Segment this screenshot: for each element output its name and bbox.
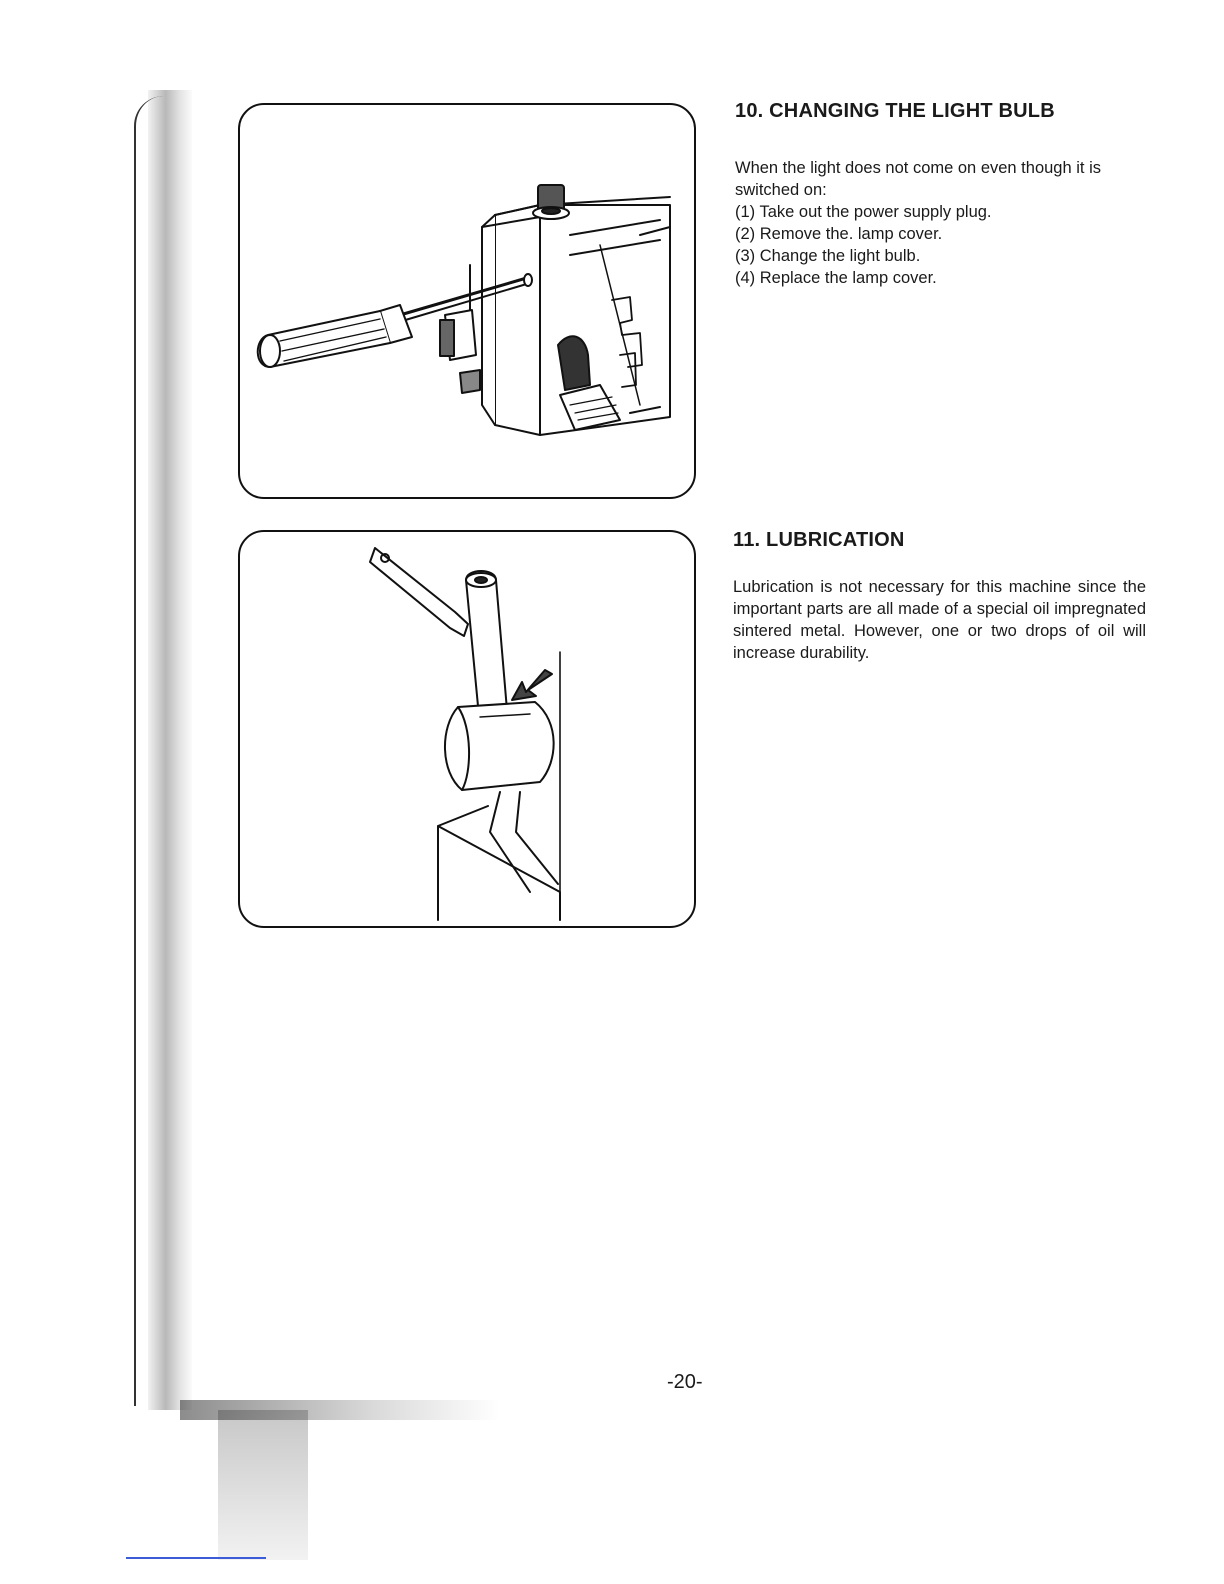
scan-tab-shadow (218, 1410, 308, 1560)
step-item: (4) Replace the lamp cover. (735, 269, 937, 287)
step-item: (1) Take out the power supply plug. (735, 203, 992, 221)
binding-edge (134, 96, 176, 1406)
screwdriver-lamp-cover-illustration-icon (240, 105, 694, 497)
section-intro: When the light does not come on even though it is switched on: (735, 159, 1101, 199)
step-item: (2) Remove the. lamp cover. (735, 225, 943, 243)
steps-list (735, 201, 1155, 289)
figure-changing-light-bulb (238, 103, 696, 499)
section-heading-lubrication: 11. LUBRICATION (733, 529, 905, 551)
figure-lubrication (238, 530, 696, 928)
lubrication-body: Lubrication is not necessary for this machine since the important parts are all made of a special oil impregnated sintered metal. However, one or two drops of oil will increase durability. (733, 578, 1146, 662)
oil-point-illustration-icon (240, 532, 694, 926)
section-heading-changing-light-bulb: 10. CHANGING THE LIGHT BULB (735, 100, 1055, 122)
page-number: -20- (667, 1371, 703, 1393)
step-item: (3) Change the light bulb. (735, 247, 921, 265)
scan-underline (126, 1557, 266, 1559)
